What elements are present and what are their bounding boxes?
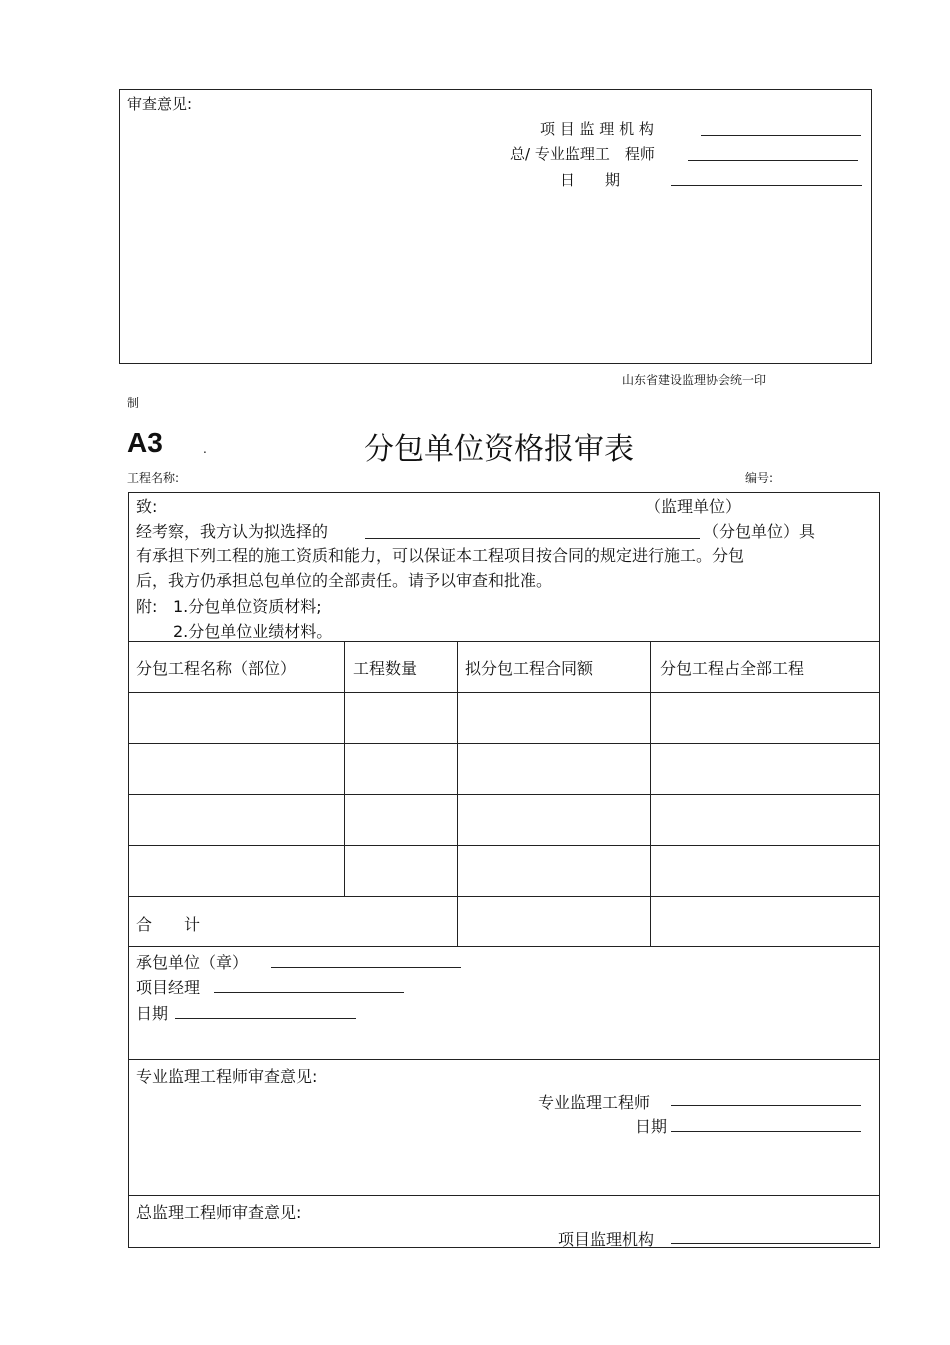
project-name-label: 工程名称: bbox=[127, 471, 180, 485]
table-bottom-line bbox=[128, 946, 880, 947]
table-row-line bbox=[128, 794, 880, 795]
pro-date-line[interactable] bbox=[671, 1131, 861, 1132]
project-org-label: 项目监理机构 bbox=[558, 1230, 655, 1249]
table-row-line bbox=[128, 743, 880, 744]
section-divider bbox=[128, 1059, 880, 1060]
paragraph-line2: 有承担下列工程的施工资质和能力，可以保证本工程项目按合同的规定进行施工。分包 bbox=[136, 546, 745, 565]
project-manager-label: 项目经理 bbox=[136, 978, 201, 997]
paragraph-line3: 后，我方仍承担总包单位的全部责任。请予以审查和批准。 bbox=[136, 571, 553, 590]
contractor-seal-line[interactable] bbox=[271, 967, 461, 968]
contractor-date-line[interactable] bbox=[175, 1018, 356, 1019]
table-top-line bbox=[128, 641, 880, 642]
project-manager-line[interactable] bbox=[214, 992, 404, 993]
form-code: A3 bbox=[127, 427, 163, 458]
table-col-divider bbox=[457, 641, 458, 946]
project-org-signature-line[interactable] bbox=[671, 1243, 871, 1244]
date-line[interactable] bbox=[671, 185, 862, 186]
supervisor-unit-label: （监理单位） bbox=[645, 497, 742, 516]
chief-engineer-review-label: 总监理工程师审查意见: bbox=[136, 1203, 302, 1222]
table-header-name: 分包工程名称（部位） bbox=[136, 659, 297, 678]
engineer-signature-line[interactable] bbox=[688, 160, 858, 161]
pro-date-label: 日期 bbox=[635, 1117, 668, 1136]
top-review-box bbox=[119, 89, 872, 364]
table-header-contract-amount: 拟分包工程合同额 bbox=[465, 659, 594, 678]
attachment-1: 1.分包单位资质材料; bbox=[173, 597, 322, 616]
table-header-share: 分包工程占全部工程 bbox=[660, 659, 805, 678]
footer-note-line2: 制 bbox=[127, 396, 140, 410]
to-label: 致: bbox=[136, 497, 158, 516]
table-header-quantity: 工程数量 bbox=[353, 659, 418, 678]
subcontractor-name-line[interactable] bbox=[365, 538, 700, 539]
org-label: 项 目 监 理 机 构 bbox=[540, 120, 654, 138]
table-col-divider bbox=[344, 641, 345, 896]
pro-engineer-signature-line[interactable] bbox=[671, 1105, 861, 1106]
attachments-label: 附: bbox=[136, 597, 158, 616]
pro-engineer-label: 专业监理工程师 bbox=[538, 1093, 651, 1112]
engineer-label: 总/ 专业监理工 程师 bbox=[510, 145, 655, 163]
total-label: 合 计 bbox=[136, 915, 201, 934]
paragraph-start: 经考察，我方认为拟选择的 bbox=[136, 522, 329, 541]
subcontractor-unit-label: （分包单位）具 bbox=[703, 522, 816, 541]
table-row-line bbox=[128, 896, 880, 897]
date-label: 日 期 bbox=[560, 171, 621, 189]
contractor-seal-label: 承包单位（章） bbox=[136, 953, 249, 972]
org-signature-line[interactable] bbox=[701, 135, 861, 136]
form-code-dot: . bbox=[203, 442, 207, 456]
table-header-bottom-line bbox=[128, 692, 880, 693]
review-label: 审查意见: bbox=[127, 95, 193, 113]
contractor-date-label: 日期 bbox=[136, 1004, 169, 1023]
pro-engineer-review-label: 专业监理工程师审查意见: bbox=[136, 1067, 318, 1086]
table-col-divider bbox=[650, 641, 651, 946]
attachment-2: 2.分包单位业绩材料。 bbox=[173, 622, 333, 641]
number-label: 编号: bbox=[745, 471, 774, 485]
footer-note-line1: 山东省建设监理协会统一印 bbox=[622, 373, 767, 387]
section-divider bbox=[128, 1195, 880, 1196]
form-title: 分包单位资格报审表 bbox=[364, 432, 634, 467]
table-row-line bbox=[128, 845, 880, 846]
